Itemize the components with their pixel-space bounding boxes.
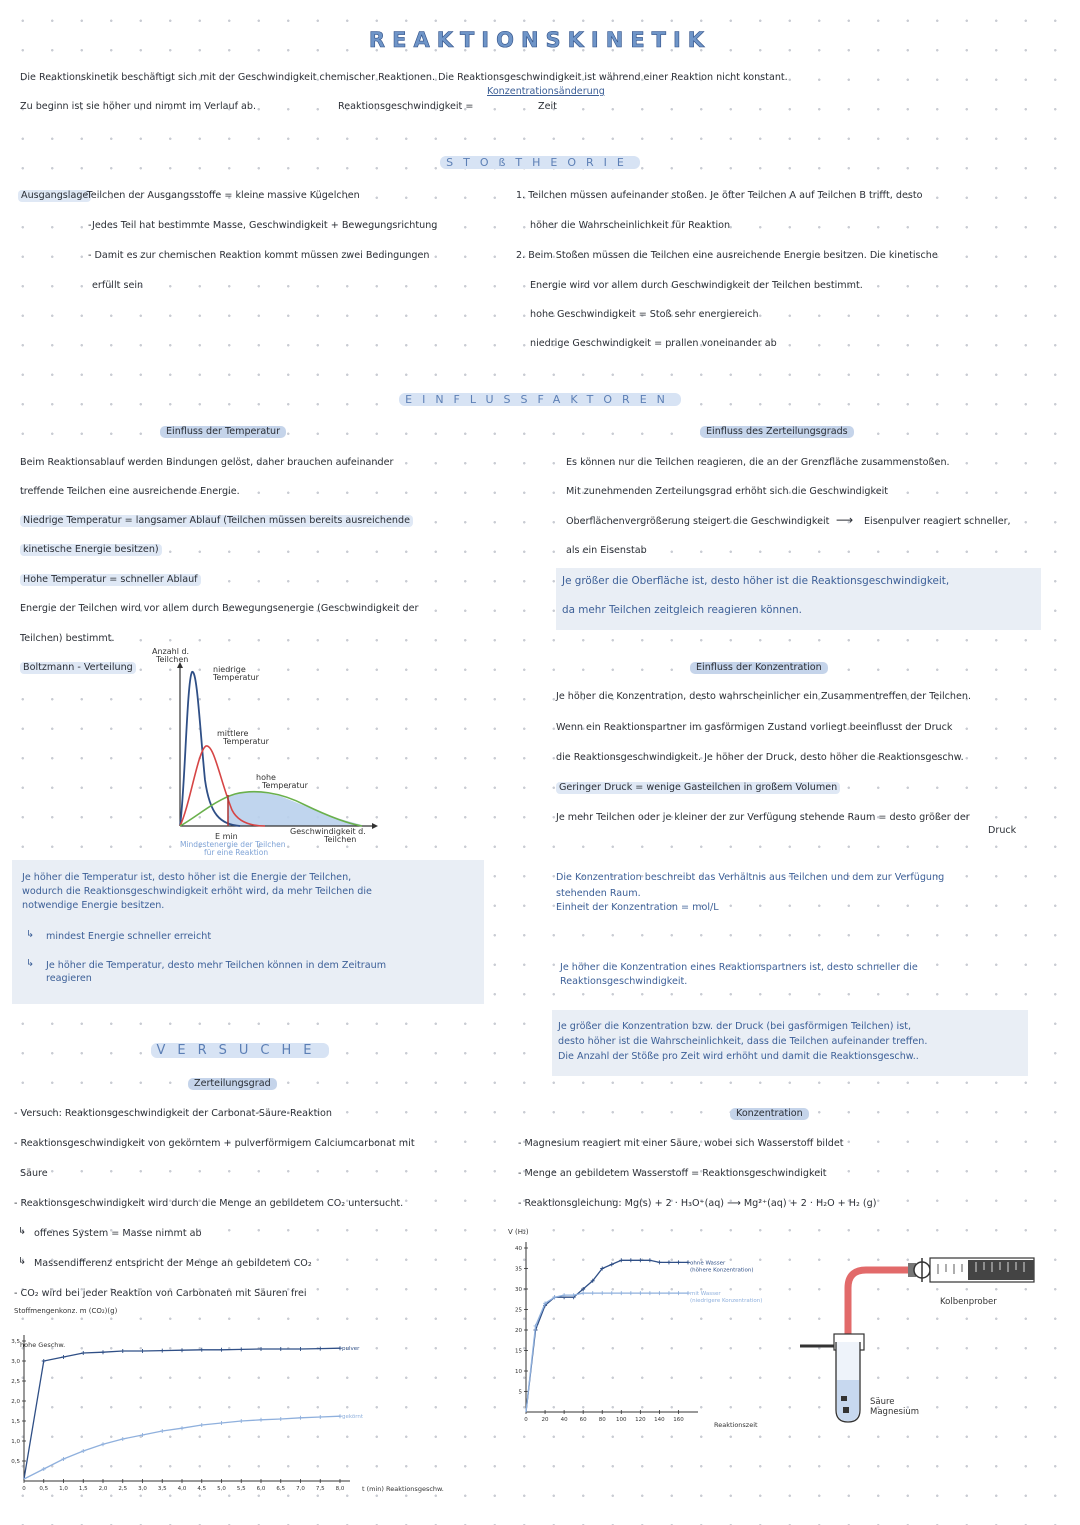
- zerteilung-box-line-1: Je größer die Oberfläche ist, desto höher ist die Reaktionsgeschwindigkeit,: [562, 575, 950, 587]
- data-point: [676, 1291, 680, 1295]
- zerteilung-box-line-2: da mehr Teilchen zeitgleich reagieren können.: [562, 604, 802, 616]
- y-tick-label: 2,5: [11, 1379, 20, 1385]
- temperatur-arrow-2b: reagieren: [46, 973, 92, 984]
- intro-line-2: Zu beginn ist sie höher und nimmt im Verlauf ab.: [20, 101, 257, 112]
- emin-label: E min: [215, 832, 238, 841]
- data-point: [220, 1348, 224, 1352]
- data-point: [200, 1423, 204, 1427]
- h2-chart-xlabel: Reaktionszeit: [714, 1421, 758, 1429]
- temperatur-heading: Einfluss der Temperatur: [160, 426, 286, 438]
- data-point: [629, 1291, 633, 1295]
- x-tick-label: 4,0: [177, 1486, 187, 1492]
- data-point: [239, 1347, 243, 1351]
- zerteilung-line-1: Es können nur die Teilchen reagieren, die an der Grenzfläche zusammenstoßen.: [566, 457, 950, 468]
- x-tick-label: 100: [616, 1417, 627, 1423]
- data-point: [667, 1260, 671, 1264]
- konz-line-4: Geringer Druck = wenige Gasteilchen in großem Volumen: [556, 782, 840, 794]
- temperatur-line-2: treffende Teilchen eine ausreichende Energie.: [20, 486, 240, 497]
- x-tick-label: 3,0: [138, 1486, 147, 1492]
- data-point: [62, 1355, 66, 1359]
- formula-label: Reaktionsgeschwindigkeit =: [338, 101, 474, 112]
- versuch-zert-line-2: - Reaktionsgeschwindigkeit von gekörntem + pulverförmigem Calciumcarbonat mit: [14, 1138, 415, 1149]
- section-heading-einflussfaktoren: EINFLUSSFAKTOREN: [0, 393, 1080, 406]
- x-tick-label: 6,0: [256, 1486, 266, 1492]
- versuch-zert-line-4: - Reaktionsgeschwindigkeit wird durch die Menge an gebildetem CO₂ untersucht.: [14, 1198, 404, 1209]
- y-tick-label: 15: [515, 1348, 522, 1355]
- konz-line-5: Je mehr Teilchen oder je kleiner der zur Verfügung stehende Raum = desto größer der: [556, 812, 970, 823]
- stoss-right-2: höher die Wahrscheinlichkeit für Reaktion: [530, 220, 731, 231]
- formula-denominator: Zeit: [538, 101, 557, 112]
- data-point: [648, 1291, 652, 1295]
- versuch-zert-line-7: - CO₂ wird bei jeder Reaktion von Carbonaten mit Säuren frei: [14, 1288, 307, 1299]
- temperatur-line-4: kinetische Energie besitzen): [20, 544, 162, 556]
- stoss-left-3: - Damit es zur chemischen Reaktion kommt müssen zwei Bedingungen: [88, 250, 430, 261]
- low-temp-label-1: niedrige: [213, 665, 246, 674]
- temperatur-line-3: Niedrige Temperatur = langsamer Ablauf (Teilchen müssen bereits ausreichende: [20, 515, 413, 527]
- arrow-right-angle-icon: ↳: [18, 1256, 27, 1267]
- x-tick-label: 1,5: [78, 1486, 88, 1492]
- acid-label: Säure: [870, 1397, 895, 1407]
- data-point: [160, 1349, 164, 1353]
- versuch-zert-line-1: - Versuch: Reaktionsgeschwindigkeit der Carbonat-Säure-Reaktion: [14, 1108, 332, 1119]
- y-axis-label-2: Teilchen: [156, 655, 189, 664]
- page-title: REAKTIONSKINETIK: [368, 28, 712, 52]
- data-point: [279, 1347, 283, 1351]
- series-label: mit Wasser: [690, 1291, 721, 1298]
- data-point: [610, 1291, 614, 1295]
- konz-box-line-1: Je größer die Konzentration bzw. der Druck (bei gasförmigen Teilchen) ist,: [558, 1021, 912, 1032]
- series-label-sub: (niedrigere Konzentration): [690, 1298, 763, 1305]
- x-tick-label: 80: [598, 1417, 606, 1423]
- data-point: [81, 1449, 85, 1453]
- data-point: [160, 1429, 164, 1433]
- intro-line-1: Die Reaktionskinetik beschäftigt sich mit der Geschwindigkeit chemischer Reaktionen. Die Reaktionsgeschwindigkeit ist während einer Reaktion nicht konstant.: [20, 72, 788, 83]
- konz-line-6: Druck: [988, 825, 1017, 836]
- konz-def-3: Einheit der Konzentration = mol/L: [556, 902, 719, 913]
- data-point: [638, 1291, 642, 1295]
- data-point: [220, 1421, 224, 1425]
- x-tick-label: 7,5: [315, 1486, 325, 1492]
- data-point: [239, 1419, 243, 1423]
- series-label-sub: (höhere Konzentration): [690, 1267, 754, 1274]
- stoss-right-4: Energie wird vor allem durch Geschwindigkeit der Teilchen bestimmt.: [530, 280, 863, 291]
- x-tick-label: 7,0: [296, 1486, 305, 1492]
- zerteilung-line-3: Oberflächenvergrößerung steigert die Geschwindigkeit: [566, 516, 830, 527]
- mid-temp-label-2: Temperatur: [223, 737, 269, 746]
- h2-chart: [508, 1226, 778, 1429]
- arrow-right-angle-icon: ↳: [18, 1226, 27, 1237]
- data-point: [299, 1416, 303, 1420]
- konz-box-line-2: desto höher ist die Wahrscheinlichkeit, dass die Teilchen aufeinander treffen.: [558, 1036, 928, 1047]
- x-tick-label: 2,5: [118, 1486, 128, 1492]
- series-label: pulver: [342, 1346, 360, 1353]
- high-temp-label-1: hohe: [256, 773, 276, 782]
- x-tick-label: 8,0: [335, 1486, 345, 1492]
- series-label: ohne Wasser: [690, 1260, 726, 1267]
- section-heading-versuche: VERSUCHE: [0, 1043, 780, 1058]
- data-point: [279, 1417, 283, 1421]
- emin-desc-2: für eine Reaktion: [204, 848, 269, 857]
- y-tick-label: 0,5: [11, 1459, 20, 1465]
- data-point: [318, 1347, 322, 1351]
- mid-temp-label-1: mittlere: [217, 729, 249, 738]
- temperatur-line-1: Beim Reaktionsablauf werden Bindungen gelöst, daher brauchen aufeinander: [20, 457, 394, 468]
- x-tick-label: 140: [654, 1417, 665, 1423]
- co2-chart-xlabel: t (min) Reaktionsgeschw.: [362, 1485, 444, 1493]
- data-point: [299, 1347, 303, 1351]
- magnesium-piece: [841, 1396, 847, 1401]
- stoss-right-3: 2. Beim Stoßen müssen die Teilchen eine ausreichende Energie besitzen. Die kinetische: [516, 250, 938, 261]
- zerteilung-line-2: Mit zunehmenden Zerteilungsgrad erhöht sich die Geschwindigkeit: [566, 486, 889, 497]
- boltzmann-chart: [140, 640, 390, 860]
- x-tick-label: 2,0: [98, 1486, 108, 1492]
- series-label: gekörnt: [342, 1414, 364, 1421]
- magnesium-piece: [843, 1407, 849, 1413]
- x-axis-arrow: [372, 823, 378, 829]
- x-tick-label: 0,5: [39, 1486, 49, 1492]
- y-tick-label: 40: [515, 1246, 522, 1252]
- temperatur-line-6: Energie der Teilchen wird vor allem durch Bewegungsenergie (Geschwindigkeit der: [20, 603, 419, 614]
- konz-def-2: stehenden Raum.: [556, 888, 641, 899]
- konz-box-line-3: Die Anzahl der Stöße pro Zeit wird erhöht und damit die Reaktionsgeschw..: [558, 1051, 919, 1062]
- versuch-zert-line-3: Säure: [20, 1168, 48, 1179]
- data-point: [619, 1291, 623, 1295]
- temperatur-box-line-1: Je höher die Temperatur ist, desto höher ist die Energie der Teilchen,: [22, 872, 352, 883]
- arrow-right-icon: ⟶: [836, 513, 854, 527]
- zerteilung-arrow-text: Eisenpulver reagiert schneller,: [864, 516, 1011, 527]
- x-tick-label: 60: [579, 1417, 587, 1423]
- series-line-1: [526, 1293, 688, 1412]
- h2-chart-ylabel: V (H₂): [508, 1228, 529, 1236]
- low-temp-label-2: Temperatur: [213, 673, 259, 682]
- y-tick-label: 3,5: [11, 1339, 20, 1345]
- y-tick-label: 35: [515, 1266, 522, 1273]
- data-point: [619, 1258, 623, 1262]
- x-tick-label: 0: [22, 1486, 26, 1492]
- y-tick-label: 30: [515, 1287, 522, 1293]
- apparatus-illustration: [796, 1250, 1046, 1440]
- co2-chart: [4, 1305, 444, 1505]
- x-tick-label: 120: [635, 1417, 646, 1423]
- y-tick-label: 20: [515, 1328, 522, 1334]
- data-point: [581, 1291, 585, 1295]
- data-point: [667, 1291, 671, 1295]
- x-tick-label: 20: [541, 1417, 549, 1423]
- data-point: [180, 1426, 184, 1430]
- stoss-left-1: -Teilchen der Ausgangsstoffe = kleine massive Kügelchen: [84, 190, 360, 201]
- y-axis-label-1: Anzahl d.: [152, 647, 190, 656]
- x-tick-label: 160: [673, 1417, 684, 1423]
- y-tick-label: 10: [515, 1369, 522, 1375]
- stoss-right-5: hohe Geschwindigkeit = Stoß sehr energiereich: [530, 309, 759, 320]
- data-point: [200, 1348, 204, 1352]
- temperatur-arrow-1: mindest Energie schneller erreicht: [46, 931, 212, 942]
- series-line-1: [24, 1416, 340, 1479]
- konz-line-1: Je höher die Konzentration, desto wahrscheinlicher ein Zusammentreffen der Teilchen.: [556, 691, 972, 702]
- x-tick-label: 4,5: [197, 1486, 207, 1492]
- y-tick-label: 1,0: [11, 1439, 20, 1445]
- data-point: [648, 1258, 652, 1262]
- zerteilungsgrad-heading: Einfluss des Zerteilungsgrads: [700, 426, 854, 438]
- stoss-right-1: 1. Teilchen müssen aufeinander stoßen. Je öfter Teilchen A auf Teilchen B trifft, desto: [516, 190, 923, 201]
- data-point: [42, 1359, 46, 1363]
- data-point: [121, 1437, 125, 1441]
- section-heading-stosstheorie: STOßTHEORIE: [0, 156, 1080, 169]
- versuch-zert-line-5: offenes System = Masse nimmt ab: [34, 1228, 202, 1239]
- boltzmann-label: Boltzmann - Verteilung: [20, 662, 136, 674]
- versuch-konzentration-heading: Konzentration: [730, 1108, 809, 1120]
- y-tick-label: 2,0: [11, 1399, 20, 1405]
- ausgangslage-label: Ausgangslage: [18, 190, 91, 202]
- data-point: [629, 1258, 633, 1262]
- series-line-0: [24, 1348, 340, 1479]
- versuch-konz-line-1: - Magnesium reagiert mit einer Säure, wobei sich Wasserstoff bildet: [518, 1138, 844, 1149]
- temperatur-line-7: Teilchen) bestimmt.: [20, 633, 115, 644]
- x-tick-label: 3,5: [157, 1486, 167, 1492]
- versuch-zert-line-6: Massendifferenz entspricht der Menge an gebildetem CO₂: [34, 1258, 312, 1269]
- data-point: [121, 1349, 125, 1353]
- zerteilung-line-4: als ein Eisenstab: [566, 545, 647, 556]
- acid-liquid: [837, 1380, 859, 1421]
- konz-line-3: die Reaktionsgeschwindigkeit. Je höher der Druck, desto höher die Reaktionsgeschw.: [556, 752, 964, 763]
- arrow-right-angle-icon: ↳: [26, 929, 35, 940]
- data-point: [259, 1347, 263, 1351]
- emin-desc-1: Mindestenergie der Teilchen: [180, 840, 286, 849]
- y-tick-label: 5: [518, 1389, 522, 1396]
- x-axis-label-2: Teilchen: [324, 835, 357, 844]
- temperatur-box-line-2: wodurch die Reaktionsgeschwindigkeit erhöht wird, da mehr Teilchen die: [22, 886, 372, 897]
- magnesium-label: Magnesium: [870, 1407, 920, 1417]
- data-point: [141, 1433, 145, 1437]
- konzentration-heading: Einfluss der Konzentration: [690, 662, 828, 674]
- formula-numerator: Konzentrationsänderung: [487, 86, 605, 97]
- data-point: [657, 1291, 661, 1295]
- stoss-left-2: -Jedes Teil hat bestimmte Masse, Geschwindigkeit + Bewegungsrichtung: [88, 220, 438, 231]
- x-tick-label: 5,5: [236, 1486, 246, 1492]
- konz-statement-1: Je höher die Konzentration eines Reaktionspartners ist, desto schneller die: [560, 962, 918, 973]
- konz-line-2: Wenn ein Reaktionspartner im gasförmigen Zustand vorliegt beeinflusst der Druck: [556, 722, 953, 733]
- data-point: [318, 1415, 322, 1419]
- series-line-0: [526, 1260, 688, 1412]
- syringe-label: Kolbenprober: [940, 1297, 997, 1307]
- data-point: [591, 1291, 595, 1295]
- data-point: [600, 1291, 604, 1295]
- stoss-left-4: erfüllt sein: [92, 280, 144, 291]
- temperatur-arrow-2a: Je höher die Temperatur, desto mehr Teilchen können in dem Zeitraum: [46, 960, 387, 971]
- data-point: [259, 1418, 263, 1422]
- konz-statement-2: Reaktionsgeschwindigkeit.: [560, 976, 688, 987]
- arrow-right-angle-icon: ↳: [26, 958, 35, 969]
- data-point: [101, 1350, 105, 1354]
- data-point: [101, 1442, 105, 1446]
- data-point: [638, 1258, 642, 1262]
- x-tick-label: 1,0: [59, 1486, 68, 1492]
- y-tick-label: 1,5: [11, 1419, 20, 1425]
- x-tick-label: 5,0: [217, 1486, 226, 1492]
- temperatur-box-line-3: notwendige Energie besitzen.: [22, 900, 165, 911]
- x-tick-label: 0: [524, 1417, 528, 1423]
- y-tick-label: 3,0: [11, 1359, 20, 1365]
- stoss-right-6: niedrige Geschwindigkeit = prallen voneinander ab: [530, 338, 777, 349]
- data-point: [180, 1348, 184, 1352]
- temperatur-line-5: Hohe Temperatur = schneller Ablauf: [20, 574, 201, 586]
- versuch-konz-line-2: - Menge an gebildetem Wasserstoff = Reaktionsgeschwindigkeit: [518, 1168, 827, 1179]
- versuch-konz-line-3: - Reaktionsgleichung: Mg(s) + 2 · H₃O⁺(aq) ⟶ Mg²⁺(aq) + 2 · H₂O + H₂ (g): [518, 1198, 877, 1209]
- co2-chart-ylabel: Stoffmengenkonz. m (CO₂)(g): [14, 1307, 118, 1315]
- versuch-zerteilungsgrad-heading: Zerteilungsgrad: [188, 1078, 277, 1090]
- konz-def-1: Die Konzentration beschreibt das Verhältnis aus Teilchen und dem zur Verfügung: [556, 872, 945, 883]
- x-tick-label: 40: [560, 1417, 568, 1423]
- y-tick-label: 25: [515, 1307, 522, 1314]
- data-point: [676, 1260, 680, 1264]
- data-point: [141, 1349, 145, 1353]
- high-temp-label-2: Temperatur: [262, 781, 308, 790]
- x-tick-label: 6,5: [276, 1486, 286, 1492]
- data-point: [657, 1260, 661, 1264]
- co2-chart-annotation: hohe Geschw.: [20, 1341, 66, 1349]
- data-point: [81, 1351, 85, 1355]
- data-point: [610, 1262, 614, 1266]
- x-axis-label-1: Geschwindigkeit d.: [290, 827, 366, 836]
